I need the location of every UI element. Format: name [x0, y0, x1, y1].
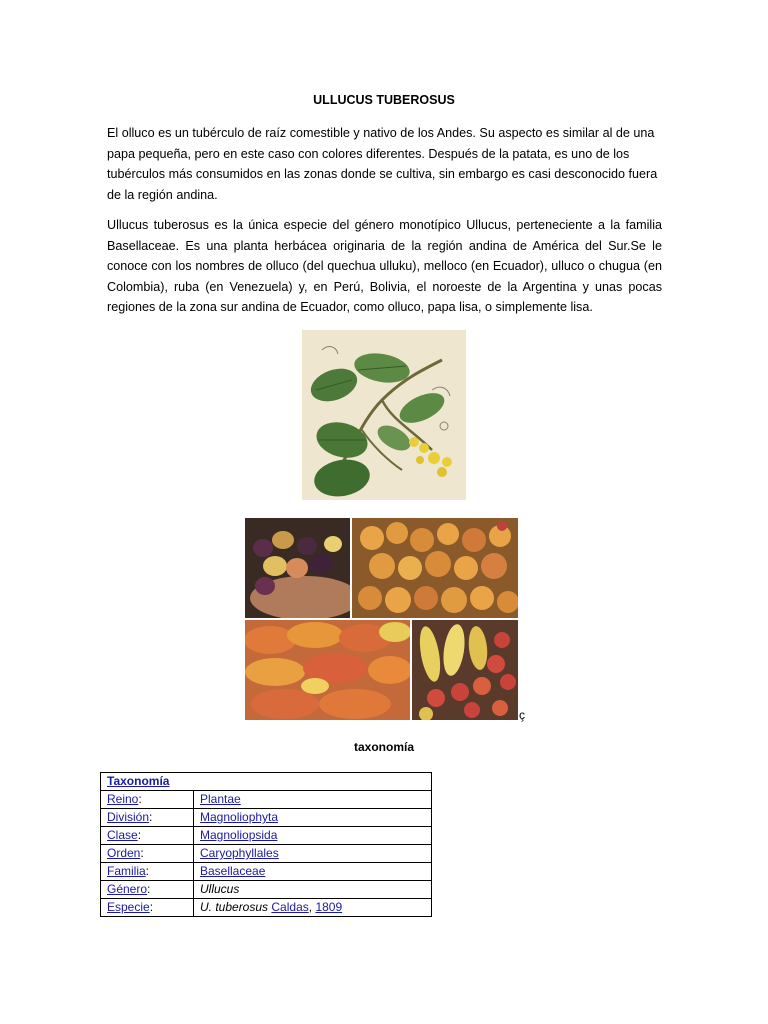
table-row [101, 863, 432, 881]
document-title: ULLUCUS TUBEROSUS [313, 93, 455, 107]
photo-red-spotted-tubers [412, 620, 518, 720]
especie-link[interactable]: Especie [107, 900, 150, 914]
colon: : [140, 846, 144, 860]
ullucus-text: Ullucus [200, 882, 240, 896]
colon: : [137, 828, 142, 842]
description-paragraph: Ullucus tuberosus es la única especie del género monotípico Ullucus, perteneciente a la familia Basellaceae. Es una planta herbácea originaria de la región andina de América del Sur.Se le conoce con los nombres de olluco (del quechua ulluku), melloco (en Ecuador), ulluco o chugua (en Colombia), ruba (en Venezuela) y, en Perú, Bolivia, el noroeste de la Argentina y unas pocas regiones de la zona sur andina de Ecuador, como olluco, papa lisa, o simplemente lisa. [107, 218, 662, 314]
taxonomy-table [100, 772, 432, 917]
photo-hands-with-tubers [245, 518, 350, 618]
taxonomy-header-row [101, 773, 432, 791]
table-row [101, 845, 432, 863]
genero-link[interactable]: Género [107, 882, 148, 896]
colon: : [138, 792, 142, 806]
table-row [101, 827, 432, 845]
orden-link[interactable]: Orden [107, 846, 141, 860]
reino-link[interactable]: Reino [107, 792, 139, 806]
intro-paragraph: El olluco es un tubérculo de raíz comestible y nativo de los Andes. Su aspecto es similar al de una papa pequeña, pero en este caso con colores diferentes. Después de la patata, es uno de los tubérculos más consumidos en las zonas donde se cultiva, sin embargo es casi desconocido fuera de la región andina. [107, 126, 658, 202]
familia-link[interactable]: Familia [107, 864, 146, 878]
species-name: U. tuberosus [200, 900, 269, 914]
botanical-illustration [302, 330, 466, 500]
magnoliophyta-link[interactable]: Magnoliophyta [200, 810, 279, 824]
colon: : [145, 864, 150, 878]
tuber-photo-collage [245, 518, 518, 720]
clase-link[interactable]: Clase [107, 828, 138, 842]
comma: , [308, 900, 313, 914]
division-link[interactable]: División [107, 810, 150, 824]
colon: : [149, 900, 154, 914]
year-1809-link[interactable]: 1809 [315, 900, 343, 914]
colon: : [147, 882, 151, 896]
stray-character: ç [519, 708, 525, 722]
taxonomy-caption: taxonomía [353, 740, 414, 754]
basellaceae-link[interactable]: Basellaceae [200, 864, 266, 878]
table-row [101, 791, 432, 809]
table-row [101, 881, 432, 899]
photo-basket-of-tubers [352, 518, 518, 618]
table-row [101, 899, 432, 917]
plantae-link[interactable]: Plantae [200, 792, 241, 806]
caldas-link[interactable]: Caldas [271, 900, 309, 914]
table-row [101, 809, 432, 827]
magnoliopsida-link[interactable]: Magnoliopsida [200, 828, 278, 842]
photo-pink-yellow-tubers [245, 620, 410, 720]
colon: : [149, 810, 153, 824]
caryophyllales-link[interactable]: Caryophyllales [200, 846, 279, 860]
taxonomy-header-link[interactable]: Taxonomía [107, 774, 170, 788]
